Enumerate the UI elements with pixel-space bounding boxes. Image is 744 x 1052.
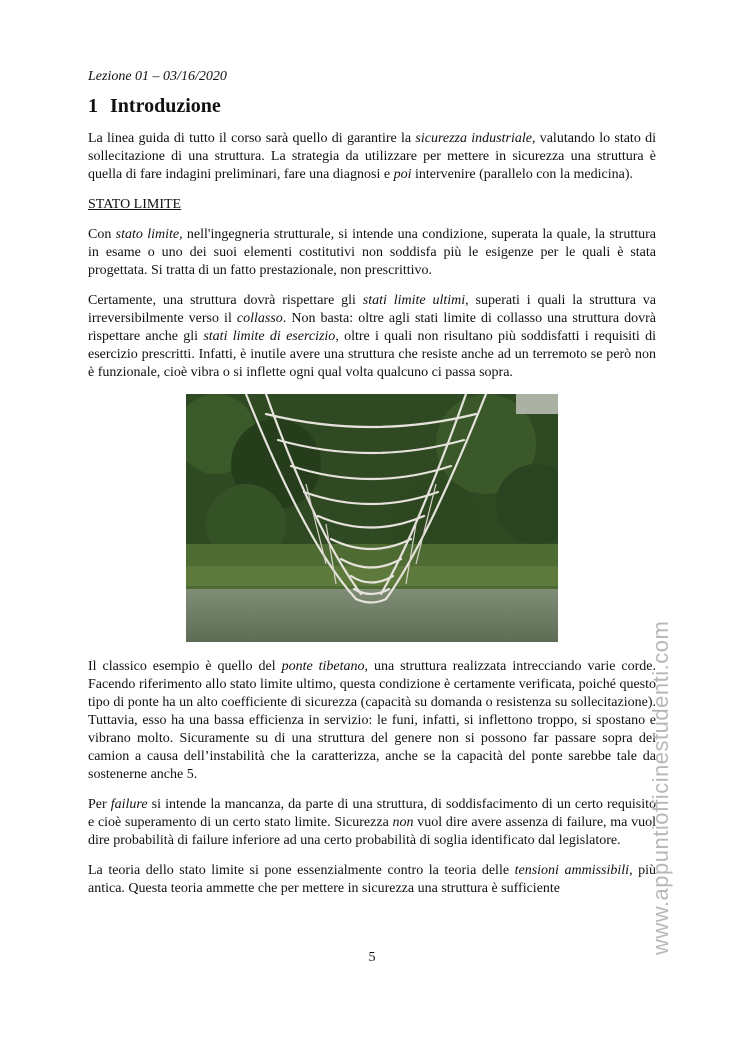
- section-title: Introduzione: [110, 95, 221, 117]
- paragraph-ponte-tibetano: Il classico esempio è quello del ponte tibetano, una struttura realizzata intrecciando varie corde. Facendo riferimento allo stato limite ultimo, questa condizione è certamente verificata, poiché questo tipo di ponte ha un alto coefficiente di sicurezza (capacità su domanda o resistenza su sollecitazione). Tuttavia, esso ha una bassa efficienza in servizio: le funi, infatti, si inflettono troppo, si spostano e vibrano molto. Sicuramente su di una struttura del genere non si possono far passare sopra dei camion a causa dell’instabilità che la caratterizza, anche se la capacità del ponte sarebbe tale da sostenerne anche 5.: [88, 659, 656, 782]
- paragraph-teoria: La teoria dello stato limite si pone essenzialmente contro la teoria delle tensioni ammissibili, più antica. Questa teoria ammette che per mettere in sicurezza una struttura è sufficiente: [88, 863, 657, 896]
- page-number: 5: [368, 950, 376, 965]
- section-number: 1: [88, 95, 98, 117]
- intro-paragraph: La linea guida di tutto il corso sarà quello di garantire la sicurezza industriale, valutando lo stato di sollecitazione di una struttura. La strategia da utilizzare per mettere in sicurezza una struttura è quella di fare indagini preliminari, fare una diagnosi e poi intervenire (parallelo con la medicina).: [88, 131, 656, 182]
- section-heading: [88, 94, 656, 118]
- paragraph-certamente: Certamente, una struttura dovrà rispettare gli stati limite ultimi, superati i quali la struttura va irreversibilmente verso il collasso. Non basta: oltre agli stati limite di collasso una struttura dovrà rispettare anche gli stati limite di esercizio, oltre i quali non risultano più soddisfatti i requisiti di esercizio prescritti. Infatti, è inutile avere una struttura che resiste anche ad un terremoto se però non è funzionale, cioè vibra o si inflette ogni qual volta qualcuno ci passa sopra.: [88, 293, 656, 380]
- paragraph-stato-limite: Con stato limite, nell'ingegneria strutturale, si intende una condizione, superata la quale, la struttura in esame o uno dei suoi elementi costitutivi non soddisfa più le esigenze per le quali è stata progettata. Si tratta di un fatto prestazionale, non prescrittivo.: [88, 227, 656, 278]
- document-page: [88, 68, 656, 910]
- paragraph-failure: Per failure si intende la mancanza, da parte di una struttura, di soddisfacimento di un certo requisito e cioè superamento di un certo stato limite. Sicurezza non vuol dire avere assenza di failure, ma vuol dire probabilità di failure inferiore ad una certo probabilità di soglia identificato dal legislatore.: [88, 797, 657, 848]
- watermark-text: www.appuntiofficinestudenti.com: [648, 620, 673, 955]
- subheading-stato-limite: STATO LIMITE: [88, 197, 182, 212]
- tibetan-bridge-photo: [186, 394, 558, 642]
- lesson-header: Lezione 01 – 03/16/2020: [88, 69, 227, 84]
